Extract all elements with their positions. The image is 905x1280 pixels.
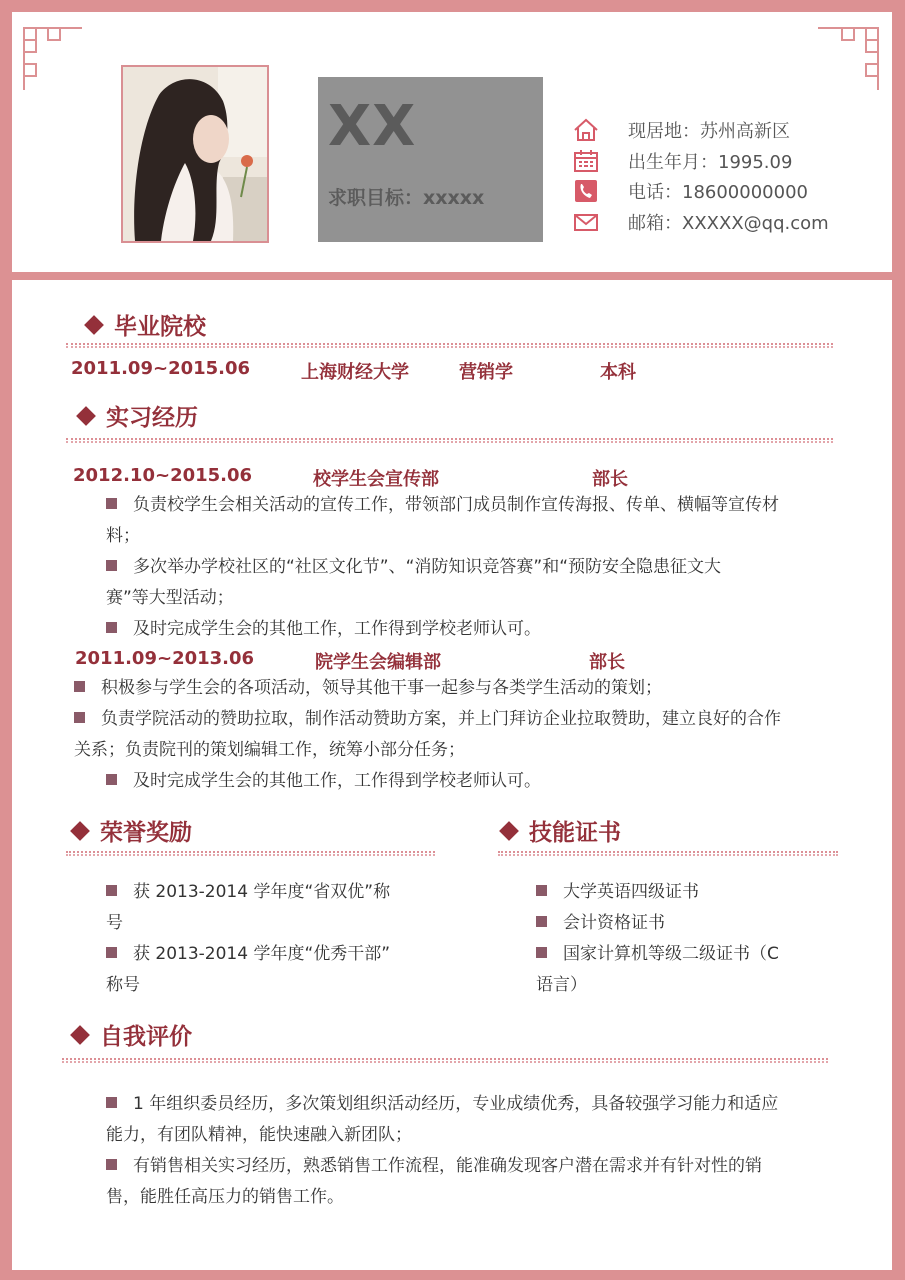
corner-ornament-left xyxy=(22,26,84,92)
list-item: 及时完成学生会的其他工作，工作得到学校老师认可。 xyxy=(106,766,846,797)
square-bullet-icon xyxy=(106,1159,117,1170)
contact-address: 现居地：苏州高新区 xyxy=(628,121,790,142)
education-degree: 本科 xyxy=(600,362,636,383)
section-title-internship: 实习经历 xyxy=(79,399,198,432)
contact-row-phone xyxy=(573,178,808,204)
list-item: 多次举办学校社区的“社区文化节”、“消防知识竞答赛”和“预防安全隐患征文大 赛”等大型活动； xyxy=(106,557,722,608)
square-bullet-icon xyxy=(106,560,117,571)
home-icon xyxy=(573,118,599,142)
name-box xyxy=(318,77,543,242)
education-major: 营销学 xyxy=(459,362,513,383)
list-item: 1 年组织委员经历，多次策划组织活动经历，专业成绩优秀，具备较强学习能力和适应 能力，有团队精神，能快速融入新团队； xyxy=(106,1094,779,1145)
list-item: 有销售相关实习经历，熟悉销售工作流程，能准确发现客户潜在需求并有针对性的销 售，能胜任高压力的销售工作。 xyxy=(106,1156,762,1207)
phone-icon xyxy=(573,179,599,203)
list-item: 获 2013-2014 学年度“省双优”称 号 xyxy=(106,882,391,933)
section-title-skills: 技能证书 xyxy=(502,814,621,847)
square-bullet-icon xyxy=(536,916,547,927)
divider-education xyxy=(66,343,833,345)
diamond-bullet-icon xyxy=(70,821,90,841)
internship-org-1: 校学生会宣传部 xyxy=(313,469,439,490)
section-title-education: 毕业院校 xyxy=(87,308,206,341)
frame-tab-left xyxy=(0,258,12,290)
divider-self-evaluation xyxy=(62,1058,828,1060)
square-bullet-icon xyxy=(106,947,117,958)
list-item: 负责学院活动的赞助拉取，制作活动赞助方案，并上门拜访企业拉取赞助，建立良好的合作 关系；负责院刊的策划编辑工作，统筹小部分任务； xyxy=(74,709,781,760)
mail-icon xyxy=(573,210,599,234)
corner-ornament-right xyxy=(816,26,880,92)
internship-org-2: 院学生会编辑部 xyxy=(315,652,441,673)
contact-row-email xyxy=(573,209,829,235)
square-bullet-icon xyxy=(106,498,117,509)
square-bullet-icon xyxy=(106,622,117,633)
section-title-self-evaluation: 自我评价 xyxy=(73,1018,192,1051)
section-title-honors: 荣誉奖励 xyxy=(73,814,192,847)
contact-row-birth xyxy=(573,148,793,174)
calendar-icon xyxy=(573,149,599,173)
list-item: 获 2013-2014 学年度“优秀干部” 称号 xyxy=(106,944,391,995)
divider-skills xyxy=(498,851,838,853)
square-bullet-icon xyxy=(74,712,85,723)
contact-phone: 电话：18600000000 xyxy=(628,182,808,203)
frame-tab-right xyxy=(893,258,905,290)
list-item: 会计资格证书 xyxy=(536,908,836,939)
list-item: 负责校学生会相关活动的宣传工作，带领部门成员制作宣传海报、传单、横幅等宣传材 料； xyxy=(106,495,779,546)
internship-period-1: 2012.10~2015.06 xyxy=(73,465,253,486)
square-bullet-icon xyxy=(536,947,547,958)
list-item: 大学英语四级证书 xyxy=(536,877,836,908)
contact-email: 邮箱：XXXXX@qq.com xyxy=(628,213,829,234)
contact-row-address xyxy=(573,117,790,143)
job-objective: 求职目标：xxxxx xyxy=(328,187,485,209)
internship-period-2: 2011.09~2013.06 xyxy=(75,648,255,669)
name: XX xyxy=(328,94,417,159)
profile-photo xyxy=(121,65,269,243)
square-bullet-icon xyxy=(536,885,547,896)
diamond-bullet-icon xyxy=(70,1025,90,1045)
list-item: 积极参与学生会的各项活动，领导其他干事一起参与各类学生活动的策划； xyxy=(74,673,854,704)
contact-birth: 出生年月：1995.09 xyxy=(628,152,793,173)
divider-honors xyxy=(66,851,435,853)
internship-role-2: 部长 xyxy=(589,652,625,673)
square-bullet-icon xyxy=(74,681,85,692)
education-period: 2011.09~2015.06 xyxy=(71,358,251,379)
education-school: 上海财经大学 xyxy=(301,362,409,383)
list-item: 及时完成学生会的其他工作，工作得到学校老师认可。 xyxy=(106,614,846,645)
divider-internship xyxy=(66,438,833,440)
square-bullet-icon xyxy=(106,1097,117,1108)
diamond-bullet-icon xyxy=(499,821,519,841)
square-bullet-icon xyxy=(106,885,117,896)
diamond-bullet-icon xyxy=(84,315,104,335)
diamond-bullet-icon xyxy=(76,406,96,426)
square-bullet-icon xyxy=(106,774,117,785)
internship-role-1: 部长 xyxy=(592,469,628,490)
list-item: 国家计算机等级二级证书（C 语言） xyxy=(536,944,779,995)
